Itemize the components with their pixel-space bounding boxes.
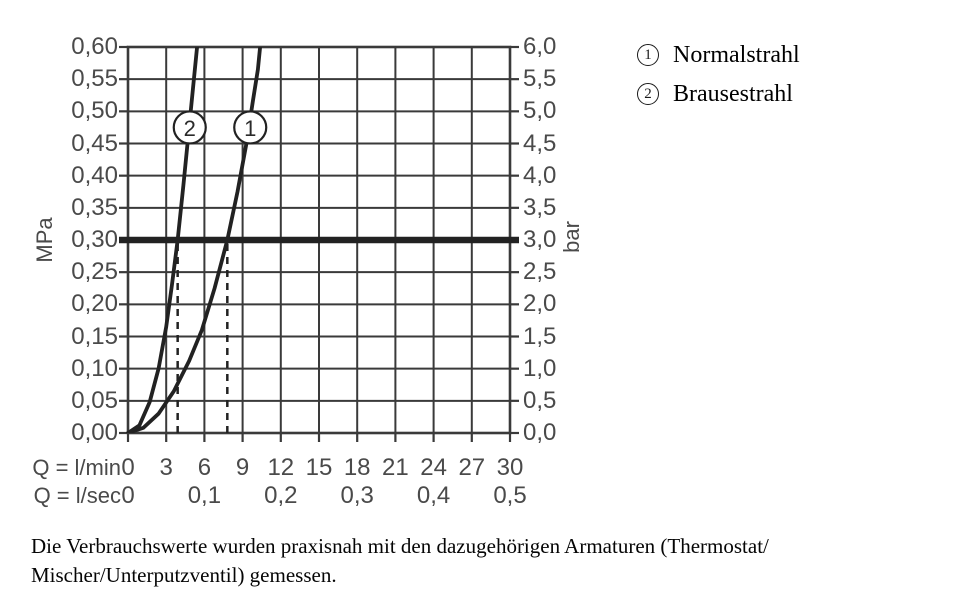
x-lmin-tick-label: 27 [458,454,486,481]
legend-symbol-1-icon: 1 [637,44,659,66]
curve-marker-number-2: 2 [183,115,196,141]
legend-item-normalstrahl [637,42,800,68]
curve-marker-number-1: 1 [244,115,257,141]
footnote [31,532,769,590]
y-left-tick-label: 0,25 [71,258,118,286]
footnote-line-1: Die Verbrauchswerte wurden praxisnah mit den dazugehörigen Armaturen (Thermostat/ [31,534,769,558]
y-right-tick-label: 0,5 [523,386,557,414]
y-left-tick-label: 0,35 [71,193,118,221]
y-right-tick-label: 2,5 [523,258,557,286]
y-left-tick-label: 0,50 [71,97,118,125]
y-left-tick-label: 0,00 [71,419,118,446]
y-left-tick-label: 0,60 [71,33,118,60]
y-right-tick-label: 1,0 [523,354,557,382]
x-lmin-tick-label: 3 [159,454,173,481]
x-axis-unit-lsec: Q = l/sec [33,483,121,508]
y-left-tick-label: 0,30 [71,226,118,253]
x-lsec-tick-label: 0,3 [340,482,374,509]
y-right-tick-label: 3,5 [523,193,557,221]
y-left-tick-label: 0,45 [71,129,118,157]
x-lsec-tick-label: 0,5 [493,482,527,509]
footnote-line-2: Mischer/Unterputzventil) gemessen. [31,563,337,587]
x-lsec-tick-label: 0,4 [416,482,451,509]
y-right-tick-label: 3,0 [523,226,557,253]
y-right-tick-label: 2,0 [523,290,557,318]
y-right-tick-label: 0,0 [523,419,557,446]
y-left-tick-label: 0,05 [71,386,118,414]
y-right-tick-label: 5,0 [523,97,557,125]
legend-item-brausestrahl [637,81,800,107]
x-lsec-tick-label: 0,1 [187,482,222,509]
curve-brausestrahl [128,37,198,433]
x-lmin-tick-label: 30 [496,454,524,481]
x-lmin-tick-label: 24 [420,454,447,481]
x-lmin-tick-label: 12 [267,454,295,481]
legend [637,42,800,120]
x-lsec-tick-label: 0,2 [264,482,298,509]
x-lmin-tick-label: 21 [382,454,409,481]
y-left-tick-label: 0,10 [71,354,118,382]
y-left-tick-label: 0,55 [71,65,118,93]
x-lmin-tick-label: 15 [305,454,333,481]
x-lmin-tick-label: 6 [197,454,212,481]
y-right-tick-label: 5,5 [523,65,557,93]
curve-normalstrahl [128,37,261,433]
legend-label-normalstrahl: Normalstrahl [673,41,800,68]
y-left-tick-label: 0,20 [71,290,118,318]
legend-symbol-2-icon: 2 [637,83,659,105]
legend-label-brausestrahl: Brausestrahl [673,80,793,107]
x-lmin-tick-label: 0 [121,454,135,481]
x-lsec-tick-label: 0 [121,482,135,509]
y-right-tick-label: 6,0 [523,33,557,60]
y-left-tick-label: 0,40 [71,161,118,189]
x-axis-unit-lmin: Q = l/min [32,455,121,480]
y-right-tick-label: 4,0 [523,161,557,189]
y-left-tick-label: 0,15 [71,322,118,350]
y-right-tick-label: 4,5 [523,129,557,157]
y-right-tick-label: 1,5 [523,322,557,350]
x-lmin-tick-label: 18 [343,454,371,481]
y-axis-unit-mpa: MPa [32,217,57,263]
y-axis-unit-bar: bar [559,221,584,253]
x-lmin-tick-label: 9 [235,454,250,481]
